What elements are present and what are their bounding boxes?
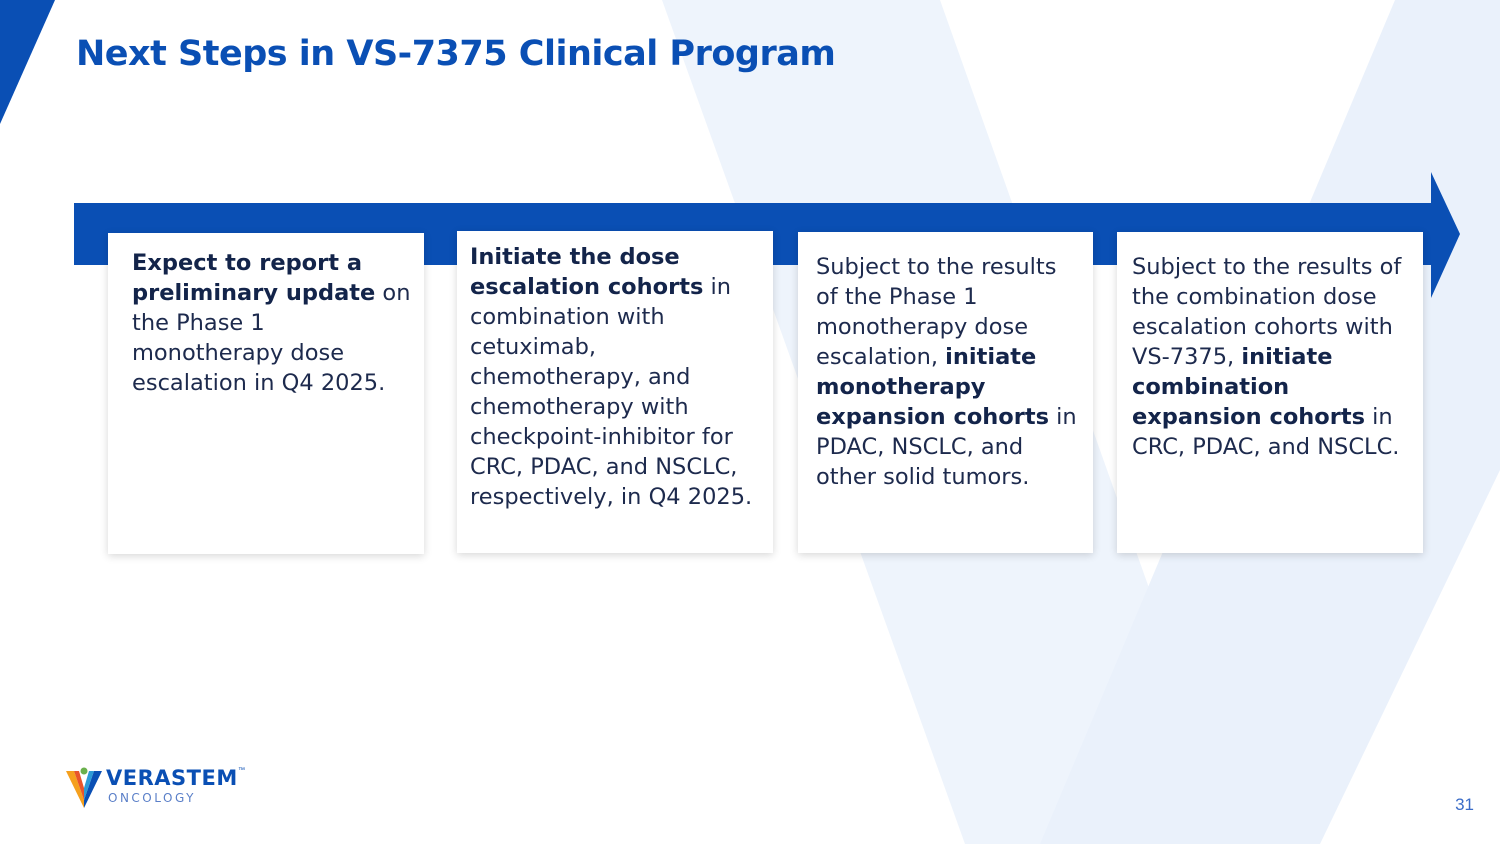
step-4-text	[1132, 252, 1411, 462]
step-1-detail: on the Phase 1 monotherapy dose escalation in Q4 2025.	[132, 280, 411, 396]
logo-name: VERASTEM	[106, 766, 238, 790]
step-4-highlight: initiate combination expansion cohorts	[1132, 344, 1366, 430]
logo-trademark: ™	[238, 767, 245, 774]
step-card-1	[108, 233, 424, 554]
step-4-intro: Subject to the results of the combination dose escalation cohorts with VS-7375,	[1132, 254, 1402, 370]
slide-title: Next Steps in VS-7375 Clinical Program	[76, 34, 836, 74]
step-4-detail: in CRC, PDAC, and NSCLC.	[1132, 404, 1400, 460]
step-2-highlight: Initiate the dose escalation cohorts	[470, 244, 704, 300]
step-1-highlight: Expect to report a preliminary update	[132, 250, 376, 306]
verastem-v-logo-icon	[66, 766, 102, 808]
step-3-intro: Subject to the results of the Phase 1 monotherapy dose escalation,	[816, 254, 1057, 370]
step-1-text	[132, 248, 412, 398]
step-3-detail: in PDAC, NSCLC, and other solid tumors.	[816, 404, 1077, 490]
corner-accent	[0, 0, 55, 124]
step-card-3	[798, 232, 1093, 553]
step-2-text	[470, 242, 761, 512]
step-3-highlight: initiate monotherapy expansion cohorts	[816, 344, 1050, 430]
step-card-2	[457, 231, 773, 553]
page-number: 31	[1455, 795, 1474, 814]
verastem-logo	[66, 764, 256, 812]
step-3-text	[816, 252, 1081, 492]
step-2-detail: in combination with cetuximab, chemotherapy, and chemotherapy with checkpoint-inhibitor for CRC, PDAC, and NSCLC, respectively, in Q4 2025.	[470, 274, 753, 510]
step-card-4	[1117, 232, 1423, 553]
logo-subtitle: ONCOLOGY	[108, 791, 196, 805]
